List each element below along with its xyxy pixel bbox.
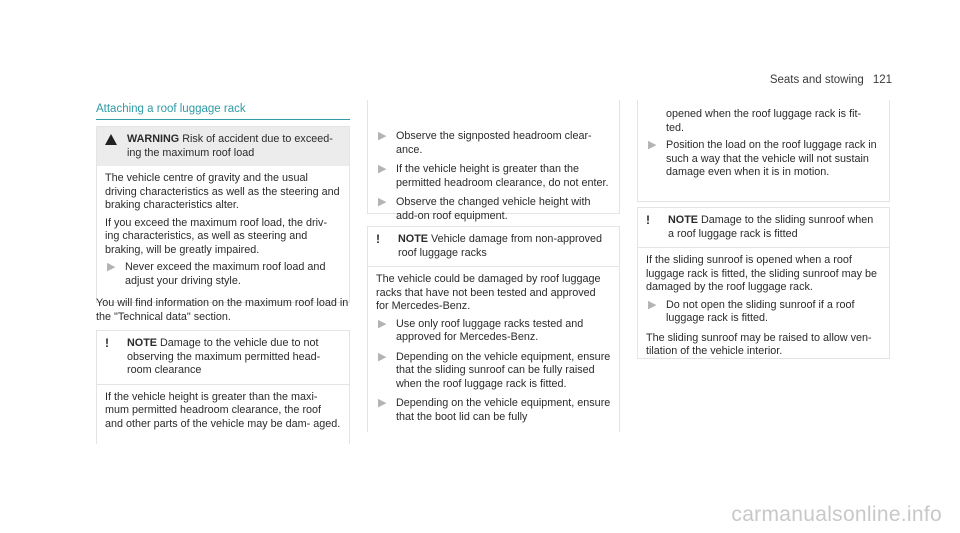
warning-triangle-icon: [105, 133, 127, 160]
note-box: [367, 226, 620, 432]
note-label: NOTE: [127, 337, 157, 349]
instruction-step: [105, 261, 341, 288]
continued-body: [368, 100, 619, 237]
note-paragraph: The vehicle could be damaged by roof luggage racks that have not been tested and approved for Mercedes-Benz.: [376, 273, 601, 312]
warning-label: WARNING: [127, 133, 180, 145]
note-paragraph: If the sliding sunroof is opened when a roof luggage rack is fitted, the sliding sunroof may be damaged by the roof luggage rack.: [646, 254, 878, 293]
watermark: carmanualsonline.info: [731, 503, 942, 526]
step-text: Do not open the sliding sunroof if a roof luggage rack is fitted.: [666, 298, 855, 324]
arrow-icon: ▶: [378, 397, 387, 409]
note-label: NOTE: [668, 214, 698, 226]
page-number: 121: [872, 74, 892, 86]
exclamation-icon: !: [646, 213, 650, 227]
note-paragraph: The sliding sunroof may be raised to allow ven- tilation of the vehicle interior.: [646, 331, 872, 357]
continued-text: opened when the roof luggage rack is fit- ted.: [666, 108, 862, 134]
step-text: Observe the changed vehicle height with add-on roof equipment.: [396, 196, 591, 222]
note-title: Damage to the sliding sunroof when a roof luggage rack is fitted: [668, 214, 874, 240]
note-title: Damage to the vehicle due to not observing the maximum permitted head- room clearance: [127, 337, 321, 376]
instruction-step: [646, 299, 881, 326]
arrow-icon: ▶: [378, 350, 387, 363]
note-box: [637, 207, 890, 359]
note-body: [97, 385, 349, 444]
step-text: Use only roof luggage racks tested and approved for Mercedes-Benz.: [396, 317, 584, 343]
arrow-icon: ▶: [648, 298, 657, 311]
instruction-step: [376, 196, 611, 223]
instruction-step: [646, 139, 881, 180]
instruction-step: [376, 163, 611, 190]
header-section: Seats and stowing: [769, 74, 864, 86]
instruction-step: [376, 397, 611, 424]
arrow-icon: ▶: [107, 261, 116, 273]
step-text: Position the load on the roof luggage rack in such a way that the vehicle will not sustain damage even when it is in motion.: [666, 139, 877, 178]
arrow-icon: ▶: [378, 163, 387, 175]
warning-body: [97, 166, 349, 302]
note-title: Vehicle damage from non-approved roof luggage racks: [398, 233, 603, 259]
step-text: Observe the signposted headroom clear- ance.: [396, 130, 592, 156]
instruction-step: [376, 351, 611, 392]
continued-body: [638, 100, 889, 194]
arrow-icon: ▶: [378, 317, 387, 330]
instruction-step: [376, 130, 611, 157]
continued-note-box: [637, 100, 890, 202]
warning-paragraph: The vehicle centre of gravity and the usual driving characteristics as well as the steering and braking characteristics alter.: [105, 172, 340, 211]
step-text: Never exceed the maximum roof load and adjust your driving style.: [125, 261, 326, 287]
arrow-icon: ▶: [378, 196, 387, 208]
note-body: [638, 248, 889, 371]
step-text: If the vehicle height is greater than the permitted headroom clearance, do not enter.: [396, 163, 609, 189]
note-box: [96, 330, 350, 444]
note-paragraph: If the vehicle height is greater than the maxi- mum permitted headroom clearance, the roof and other parts of the vehicle may be dam- aged.: [105, 390, 341, 430]
continued-warning-box: [367, 100, 620, 222]
arrow-icon: ▶: [648, 139, 657, 151]
warning-box: [96, 126, 350, 303]
page-header: [770, 74, 892, 86]
note-head: [638, 208, 889, 248]
instruction-step: [376, 318, 611, 345]
note-label: NOTE: [398, 233, 428, 245]
exclamation-icon: !: [376, 232, 380, 246]
warning-head: [97, 127, 349, 166]
note-head: [97, 331, 349, 385]
warning-title: Risk of accident due to exceed- ing the maximum roof load: [127, 133, 333, 159]
warning-paragraph: If you exceed the maximum roof load, the driv- ing characteristics, as well as steering and braking, will be greatly impaired.: [105, 216, 328, 256]
note-body: [368, 267, 619, 438]
info-paragraph: You will find information on the maximum roof load in the "Technical data" section.: [96, 297, 349, 323]
section-title: Attaching a roof luggage rack: [96, 103, 350, 120]
step-text: Depending on the vehicle equipment, ensure that the boot lid can be fully: [396, 397, 611, 423]
exclamation-icon: !: [105, 336, 109, 350]
arrow-icon: ▶: [378, 130, 387, 142]
note-head: [368, 227, 619, 267]
step-text: Depending on the vehicle equipment, ensure that the sliding sunroof can be fully raised when the roof luggage rack is fitted.: [396, 350, 611, 390]
